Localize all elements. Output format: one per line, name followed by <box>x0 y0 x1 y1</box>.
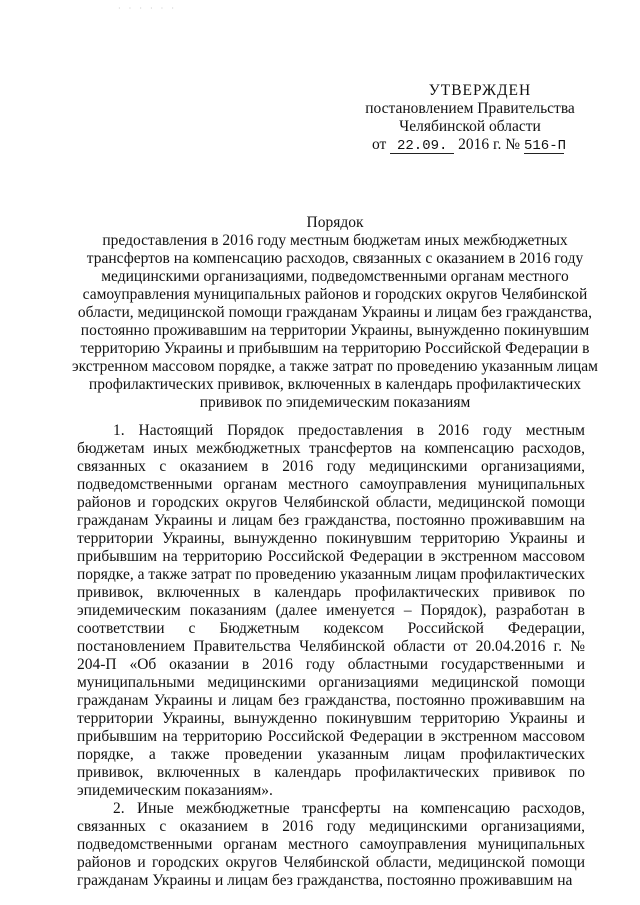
approval-line-resolution: постановлением Правительства <box>365 100 575 117</box>
approval-heading: УТВЕРЖДЕН <box>428 82 532 99</box>
paragraph-2: 2. Иные межбюджетные трансферты на компенсацию расходов, связанных с оказанием в 2016 году медицинскими организациями, подведомственными органам местного самоуправления муниципальных районов и городских округов Челябинской области, медицинской помощи гражданам Украины и лицам без гражданства, постоянно проживавшим на <box>77 800 585 889</box>
paragraph-1: 1. Настоящий Порядок предоставления в 2016 году местным бюджетам иных межбюджетных трансфертов на компенсацию расходов, связанных с оказанием в 2016 году медицинскими организациями, подведомственными органам местного самоуправления муниципальных районов и городских округов Челябинской области, медицинской помощи гражданам Украины и лицам без гражданства, постоянно проживавшим на территории Украины, вынужденно покинувшим территорию Украины и прибывшим на территорию Российской Федерации в экстренном массовом порядке, а также затрат по проведению указанным лицам профилактических прививок, включенных в календарь профилактических прививок по эпидемическим показаниям (далее именуется – Порядок), разработан в соответствии с Бюджетным кодексом Российской Федерации, постановлением Правительства Челябинской области от 20.04.2016 г. № 204-П «Об оказании в 2016 году областными государственными и муниципальными медицинскими организациями медицинской помощи гражданам Украины и лицам без гражданства, постоянно проживавшим на территории Украины, вынужденно покинувшим территорию Украины и прибывшим на территорию Российской Федерации в экстренном массовом порядке, а также проведении указанным лицам профилактических прививок, включенных в календарь профилактических прививок по эпидемическим показаниям». <box>77 422 586 799</box>
date-year: 2016 г. № <box>458 136 521 153</box>
approval-number: 516-П <box>523 138 566 154</box>
document-title <box>70 214 600 412</box>
approval-line-region: Челябинской области <box>399 118 541 135</box>
title-subtitle: предоставления в 2016 году местным бюджетам иных межбюджетных трансфертов на компенсацию расходов, связанных с оказанием в 2016 году медицинскими организациями, подведомственными органам местного самоуправления муниципальных районов и городских округов Челябинской области, медицинской помощи гражданам Украины и лицам без гражданства, постоянно проживавшим на территории Украины, вынужденно покинувшим территорию Украины и прибывшим на территорию Российской Федерации в экстренном массовом порядке, а также затрат по проведению указанным лицам профилактических прививок, включенных в календарь профилактических прививок по эпидемическим показаниям <box>72 232 598 411</box>
scan-artifact: · · · · · · <box>118 4 177 10</box>
document-body <box>77 422 585 890</box>
approval-stamp-block <box>350 82 590 154</box>
approval-date: 22.09. <box>390 139 454 154</box>
approval-dateline <box>372 136 590 154</box>
title-name: Порядок <box>306 214 364 231</box>
date-prefix: от <box>372 136 387 153</box>
